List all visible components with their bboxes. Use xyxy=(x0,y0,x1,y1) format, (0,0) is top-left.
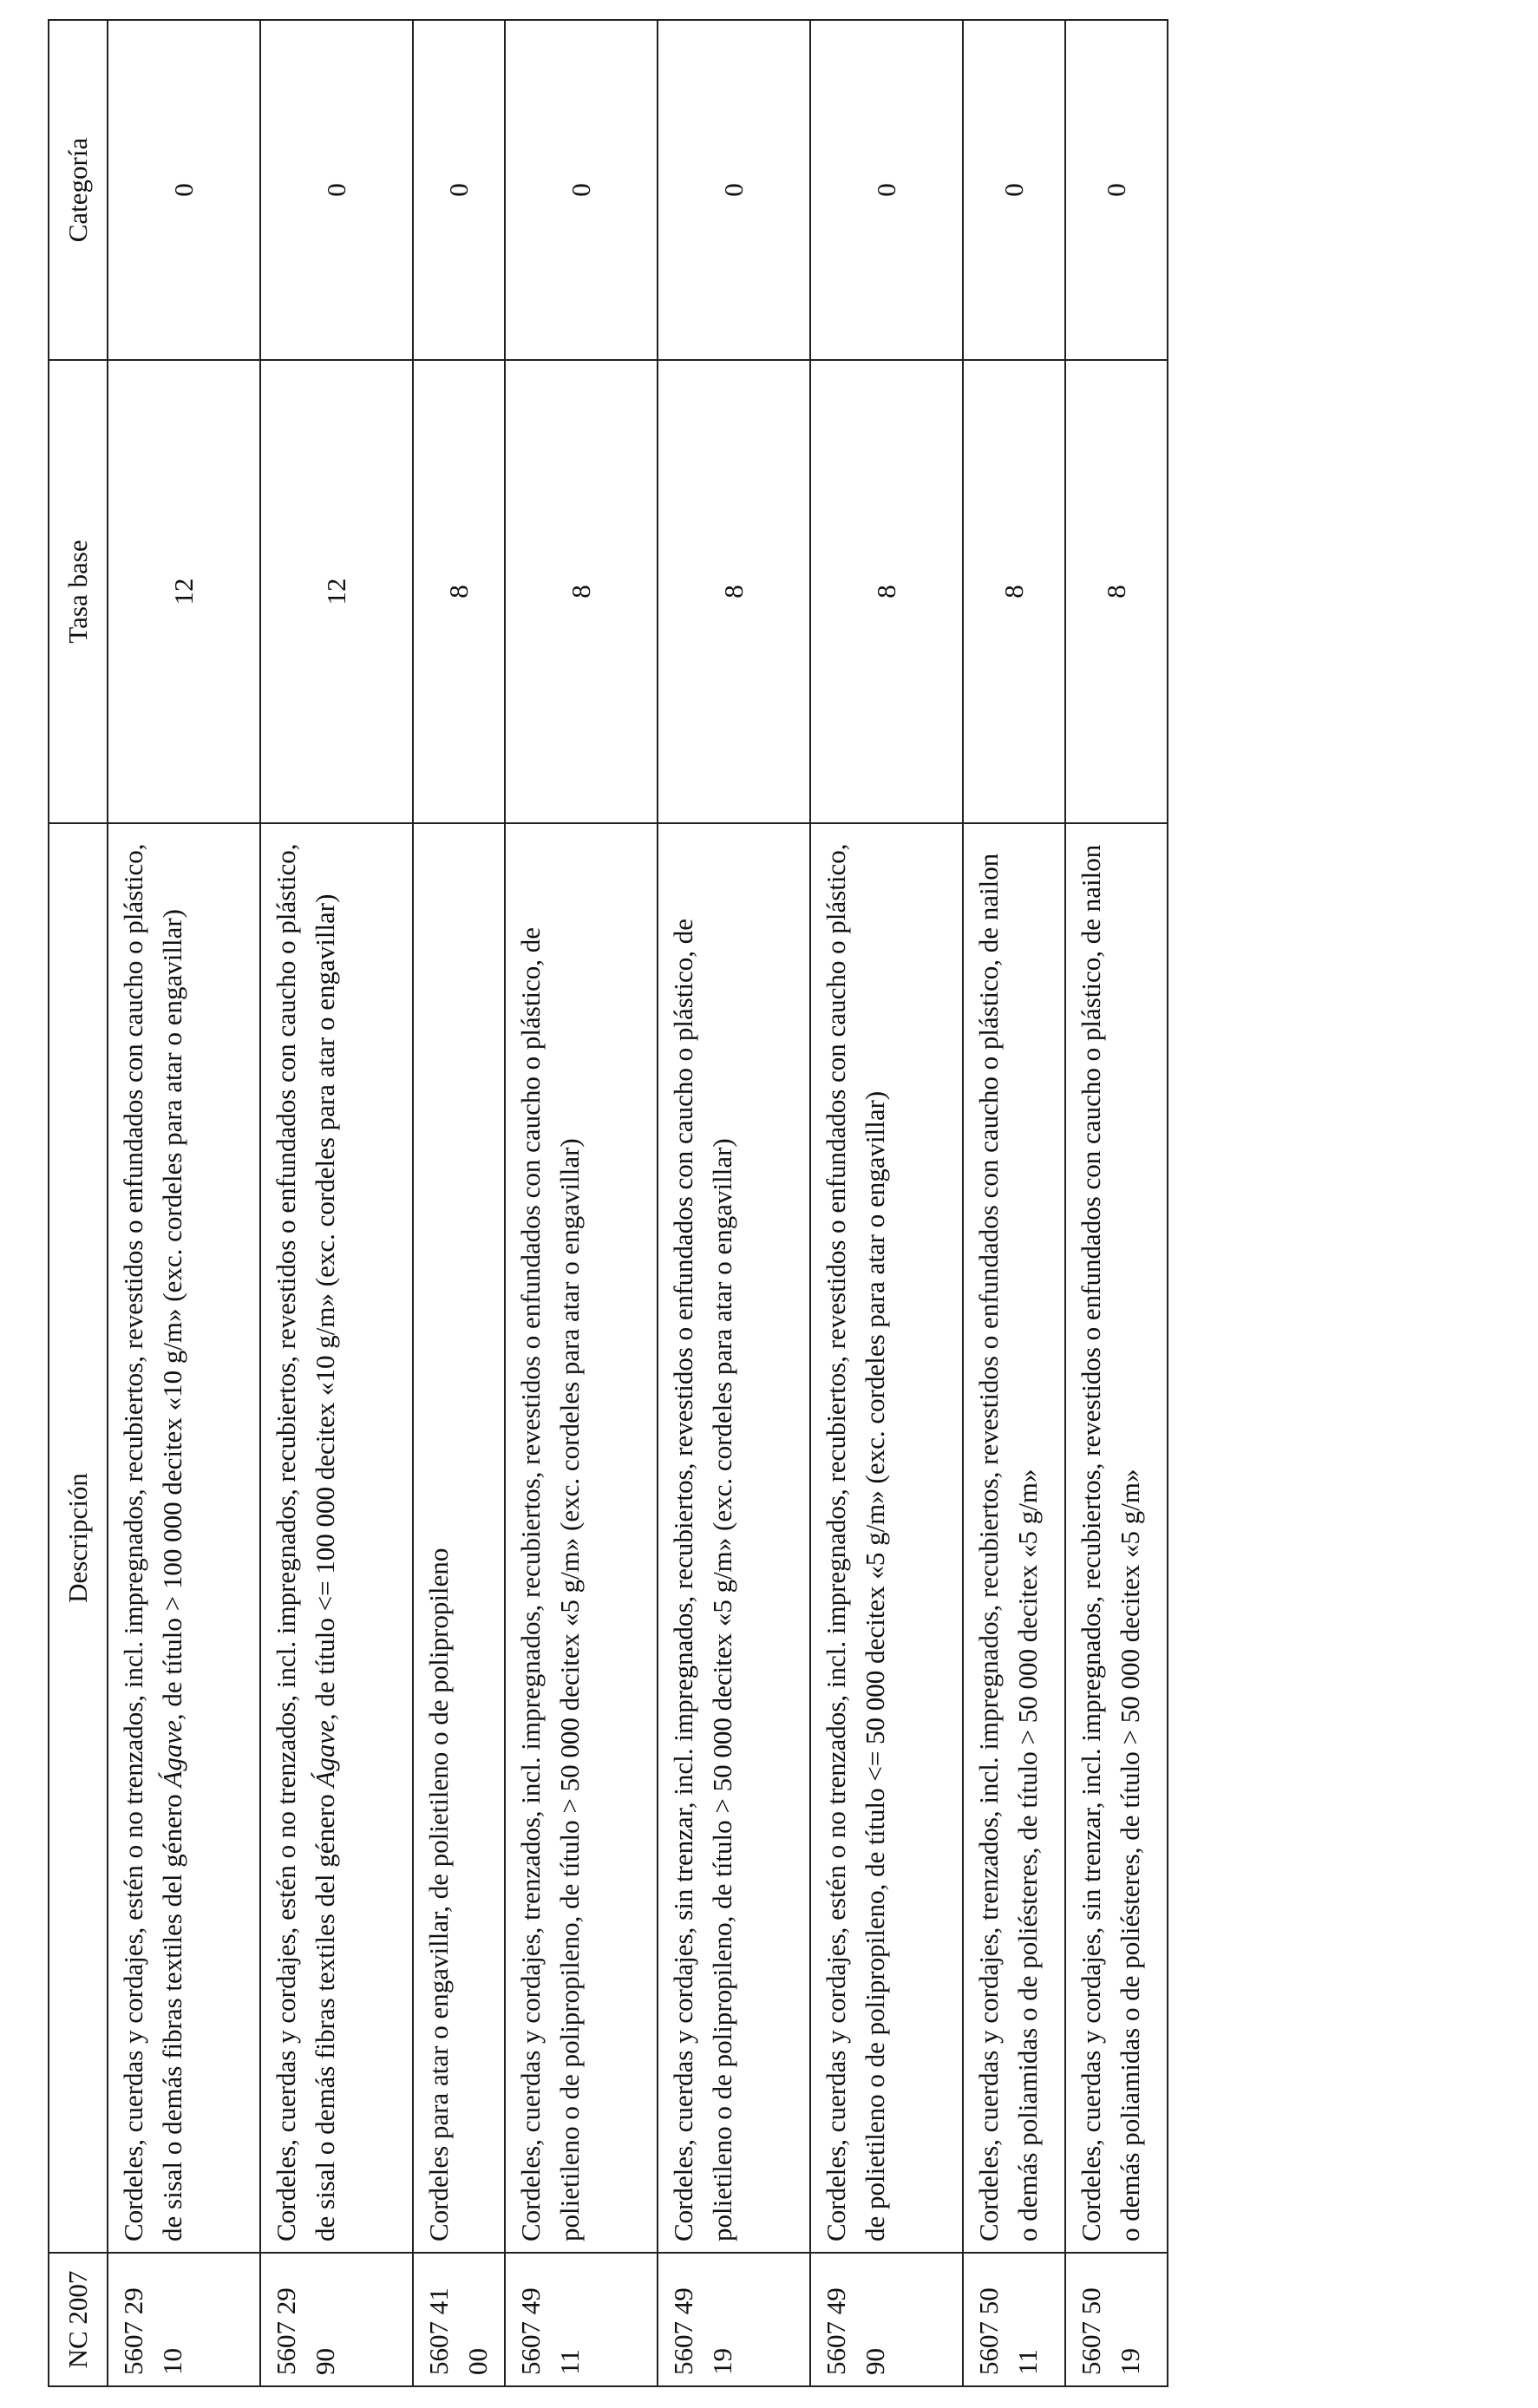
description-text: , de título > 100 000 decitex «10 g/m» (exc. cordeles para atar o engavillar) xyxy=(157,909,187,1721)
cell-base-rate: 12 xyxy=(108,360,260,823)
header-row xyxy=(49,20,108,2386)
cell-code: 5607 49 11 xyxy=(505,2253,658,2386)
cell-category: 0 xyxy=(413,20,505,360)
table-row xyxy=(108,20,260,2386)
header-code: NC 2007 xyxy=(49,2253,108,2386)
table-row xyxy=(260,20,413,2386)
cell-category: 0 xyxy=(810,20,963,360)
cell-description xyxy=(260,823,413,2253)
cell-base-rate: 8 xyxy=(1065,360,1168,823)
header-description: Descripción xyxy=(49,823,108,2253)
cell-code: 5607 49 19 xyxy=(658,2253,810,2386)
table-row xyxy=(963,20,1065,2386)
cell-description xyxy=(108,823,260,2253)
header-base-rate: Tasa base xyxy=(49,360,108,823)
cell-code: 5607 29 10 xyxy=(108,2253,260,2386)
cell-code: 5607 29 90 xyxy=(260,2253,413,2386)
header-category: Categoría xyxy=(49,20,108,360)
cell-base-rate: 12 xyxy=(260,360,413,823)
rotated-page-content xyxy=(48,21,1145,2387)
description-italic-genus: Ágave xyxy=(157,1720,187,1788)
table-row xyxy=(658,20,810,2386)
cell-base-rate: 8 xyxy=(658,360,810,823)
cell-category: 0 xyxy=(658,20,810,360)
cell-category: 0 xyxy=(505,20,658,360)
cell-category: 0 xyxy=(260,20,413,360)
cell-code: 5607 41 00 xyxy=(413,2253,505,2386)
cell-description: Cordeles, cuerdas y cordajes, trenzados, incl. impregnados, recubiertos, revestidos o enfundados con caucho o plástico, de nailon o demás poliamidas o de poliésteres, de título > 50 000 decitex «5 g/m» xyxy=(963,823,1065,2253)
cell-category: 0 xyxy=(963,20,1065,360)
table-row xyxy=(505,20,658,2386)
cell-base-rate: 8 xyxy=(810,360,963,823)
table-row xyxy=(413,20,505,2386)
table-row xyxy=(1065,20,1168,2386)
cell-code: 5607 49 90 xyxy=(810,2253,963,2386)
table-row xyxy=(810,20,963,2386)
description-text: , de título <= 100 000 decitex «10 g/m» (exc. cordeles para atar o engavillar) xyxy=(310,893,340,1721)
cell-code: 5607 50 11 xyxy=(963,2253,1065,2386)
cell-base-rate: 8 xyxy=(413,360,505,823)
description-text: Cordeles, cuerdas y cordajes, estén o no trenzados, incl. impregnados, recubiertos, revestidos o enfundados con caucho o plástico, de sisal o demás fibras textiles del género xyxy=(271,843,340,2241)
cell-base-rate: 8 xyxy=(505,360,658,823)
cell-description: Cordeles para atar o engavillar, de polietileno o de polipropileno xyxy=(413,823,505,2253)
tariff-table xyxy=(48,19,1168,2387)
description-text: Cordeles, cuerdas y cordajes, estén o no trenzados, incl. impregnados, recubiertos, revestidos o enfundados con caucho o plástico, de sisal o demás fibras textiles del género xyxy=(118,843,187,2241)
cell-description: Cordeles, cuerdas y cordajes, sin trenzar, incl. impregnados, recubiertos, revestidos o enfundados con caucho o plástico, de nailon o demás poliamidas o de poliésteres, de título > 50 000 decitex «5 g/m» xyxy=(1065,823,1168,2253)
cell-description: Cordeles, cuerdas y cordajes, estén o no trenzados, incl. impregnados, recubiertos, revestidos o enfundados con caucho o plástico, de polietileno o de polipropileno, de título <= 50 000 decitex «5 g/m» (exc. cordeles para atar o engavillar) xyxy=(810,823,963,2253)
cell-base-rate: 8 xyxy=(963,360,1065,823)
cell-category: 0 xyxy=(1065,20,1168,360)
description-italic-genus: Ágave xyxy=(310,1720,340,1788)
cell-description: Cordeles, cuerdas y cordajes, trenzados, incl. impregnados, recubiertos, revestidos o enfundados con caucho o plástico, de polietileno o de polipropileno, de título > 50 000 decitex «5 g/m» (exc. cordeles para atar o engavillar) xyxy=(505,823,658,2253)
cell-code: 5607 50 19 xyxy=(1065,2253,1168,2386)
cell-category: 0 xyxy=(108,20,260,360)
cell-description: Cordeles, cuerdas y cordajes, sin trenzar, incl. impregnados, recubiertos, revestidos o enfundados con caucho o plástico, de polietileno o de polipropileno, de título > 50 000 decitex «5 g/m» (exc. cordeles para atar o engavillar) xyxy=(658,823,810,2253)
